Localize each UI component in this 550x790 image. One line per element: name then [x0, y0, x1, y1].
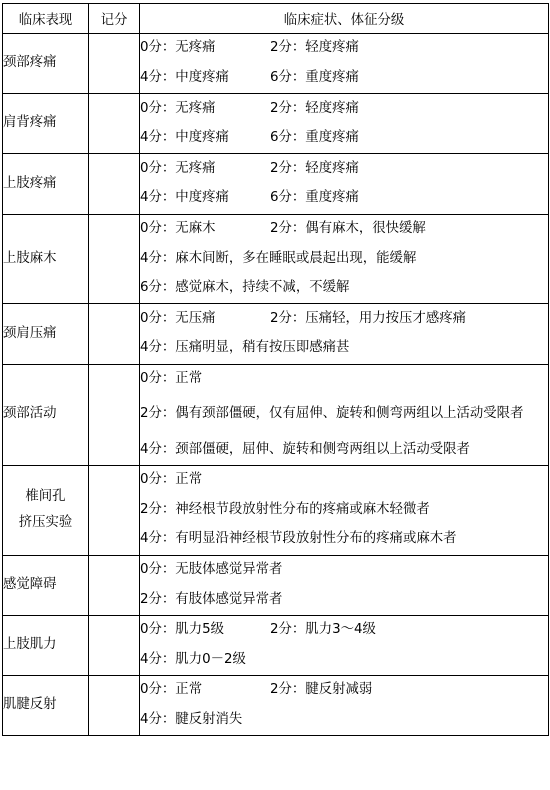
score-cell[interactable] [89, 615, 140, 675]
grade-text: 2分：肌力3～4级 [270, 622, 376, 638]
score-cell[interactable] [89, 94, 140, 154]
grade-text: 2分：腱反射减弱 [270, 682, 373, 698]
grade-text: 0分：正常 [140, 472, 203, 488]
grade-line [140, 184, 548, 214]
symptom-label: 肌腱反射 [3, 675, 89, 735]
grade-text: 4分：中度疼痛 [140, 130, 229, 146]
grade-text: 0分：正常 [140, 682, 203, 698]
grade-line [140, 676, 548, 706]
grading-cell [140, 364, 549, 465]
score-cell[interactable] [89, 465, 140, 555]
grading-cell [140, 555, 549, 615]
symptom-grading-table [2, 3, 549, 736]
table-row [3, 214, 549, 304]
grade-line [140, 334, 548, 364]
grade-text: 4分：颈部僵硬，屈伸、旋转和侧弯两组以上活动受限者 [140, 441, 470, 457]
score-cell[interactable] [89, 214, 140, 304]
symptom-label: 上肢麻木 [3, 214, 89, 304]
grade-text: 4分：中度疼痛 [140, 190, 229, 206]
grade-text: 4分：麻木间断，多在睡眠或晨起出现，能缓解 [140, 250, 417, 266]
grade-text: 6分：重度疼痛 [270, 130, 359, 146]
grade-text: 2分：偶有麻木，很快缓解 [270, 220, 426, 236]
grade-text: 6分：感觉麻木，持续不减，不缓解 [140, 280, 350, 296]
symptom-label: 感觉障碍 [3, 555, 89, 615]
score-cell[interactable] [89, 154, 140, 214]
header-grading: 临床症状、体征分级 [140, 4, 549, 34]
symptom-label: 颈肩压痛 [3, 304, 89, 364]
score-cell[interactable] [89, 364, 140, 465]
grade-line [140, 64, 548, 94]
grade-line [140, 394, 548, 435]
grade-text: 2分：轻度疼痛 [270, 100, 359, 116]
grading-cell [140, 34, 549, 94]
symptom-label: 上肢疼痛 [3, 154, 89, 214]
grade-text: 6分：重度疼痛 [270, 190, 359, 206]
score-cell[interactable] [89, 675, 140, 735]
grade-line [140, 466, 548, 496]
symptom-label: 颈部疼痛 [3, 34, 89, 94]
symptom-label: 上肢肌力 [3, 615, 89, 675]
grade-line [140, 435, 548, 465]
grade-line [140, 585, 548, 615]
grade-line [140, 154, 548, 184]
grade-text: 4分：有明显沿神经根节段放射性分布的疼痛或麻木者 [140, 531, 457, 547]
grade-text: 2分：压痛轻，用力按压才感疼痛 [270, 310, 466, 326]
grade-text: 0分：无压痛 [140, 310, 216, 326]
table-row [3, 34, 549, 94]
table-row [3, 154, 549, 214]
symptom-label: 肩背疼痛 [3, 94, 89, 154]
grade-text: 0分：肌力5级 [140, 622, 224, 638]
header-score: 记分 [89, 4, 140, 34]
table-row [3, 364, 549, 465]
grade-text: 2分：轻度疼痛 [270, 40, 359, 56]
grade-line [140, 215, 548, 245]
symptom-label-line: 挤压实验 [18, 514, 73, 530]
grade-line [140, 705, 548, 735]
grading-cell [140, 304, 549, 364]
grading-cell [140, 675, 549, 735]
grade-line [140, 34, 548, 64]
table-row [3, 465, 549, 555]
grade-text: 0分：无疼痛 [140, 160, 216, 176]
header-row [3, 4, 549, 34]
grade-text: 2分：有肢体感觉异常者 [140, 591, 283, 607]
grading-cell [140, 465, 549, 555]
table-row [3, 94, 549, 154]
grade-line [140, 94, 548, 124]
table-row [3, 555, 549, 615]
grade-text: 4分：腱反射消失 [140, 711, 243, 727]
grade-text: 0分：正常 [140, 370, 203, 386]
grade-text: 4分：压痛明显，稍有按压即感痛甚 [140, 340, 350, 356]
score-cell[interactable] [89, 34, 140, 94]
grade-line [140, 274, 548, 304]
grade-text: 2分：轻度疼痛 [270, 160, 359, 176]
score-cell[interactable] [89, 555, 140, 615]
grade-line [140, 616, 548, 646]
table-row [3, 675, 549, 735]
grade-line [140, 525, 548, 555]
grade-line [140, 556, 548, 586]
symptom-label [3, 465, 89, 555]
score-cell[interactable] [89, 304, 140, 364]
symptom-label: 颈部活动 [3, 364, 89, 465]
grade-line [140, 495, 548, 525]
grade-text: 4分：肌力0－2级 [140, 651, 246, 667]
grading-cell [140, 615, 549, 675]
grade-line [140, 645, 548, 675]
grade-text: 0分：无疼痛 [140, 100, 216, 116]
grade-text: 0分：无疼痛 [140, 40, 216, 56]
grade-line [140, 304, 548, 334]
grading-cell [140, 94, 549, 154]
symptom-label-line: 椎间孔 [25, 488, 66, 504]
grade-text: 4分：中度疼痛 [140, 70, 229, 86]
grade-text: 2分：偶有颈部僵硬，仅有屈伸、旋转和侧弯两组以上活动受限者 [140, 406, 524, 422]
grade-text: 0分：无肢体感觉异常者 [140, 561, 283, 577]
table-row [3, 304, 549, 364]
grade-text: 0分：无麻木 [140, 220, 216, 236]
grading-cell [140, 214, 549, 304]
table-row [3, 615, 549, 675]
grade-text: 2分：神经根节段放射性分布的疼痛或麻木轻微者 [140, 501, 430, 517]
grade-line [140, 124, 548, 154]
header-clinical-manifestation: 临床表现 [3, 4, 89, 34]
grade-line [140, 244, 548, 274]
grading-cell [140, 154, 549, 214]
grade-text: 6分：重度疼痛 [270, 70, 359, 86]
grade-line [140, 365, 548, 395]
